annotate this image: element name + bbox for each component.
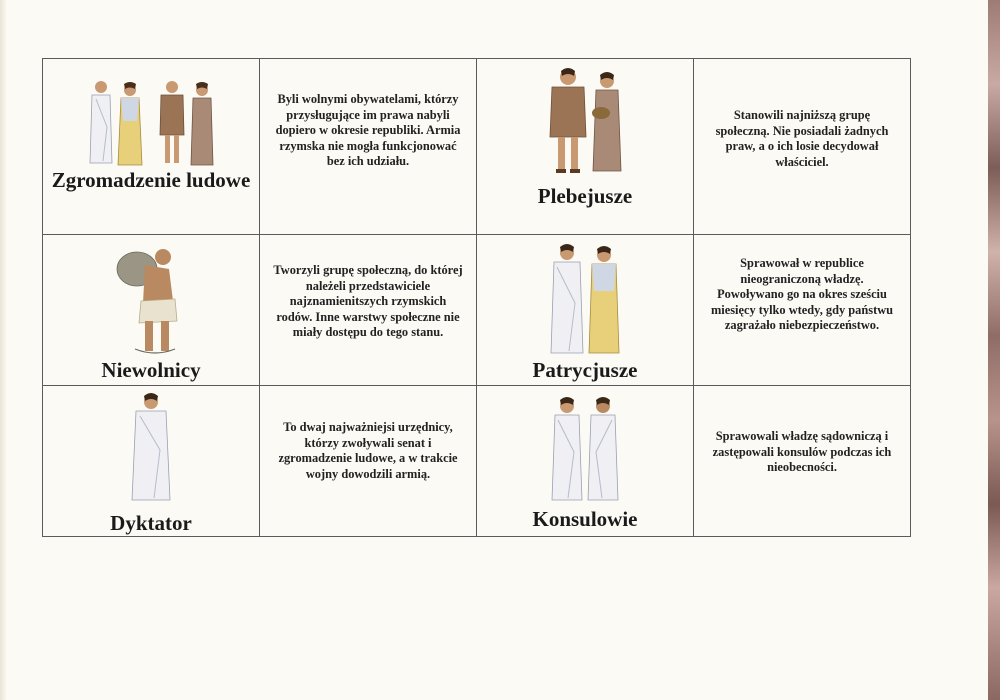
description-cell <box>260 235 477 386</box>
patricians-illustration <box>477 239 693 357</box>
term-label: Dyktator <box>110 511 192 535</box>
table-row <box>43 235 911 386</box>
description-text: Sprawowali władzę sądowniczą i zastępowali konsulów podczas ich nieobecności. <box>712 429 892 475</box>
description-text: Stanowili najniższą grupę społeczną. Nie posiadali żadnych praw, a o ich losie decydował właściciel. <box>715 108 889 169</box>
term-label: Zgromadzenie ludowe <box>51 168 251 192</box>
table-row <box>43 59 911 235</box>
description-cell <box>694 235 911 386</box>
description-text: To dwaj najważniejsi urzędnicy, którzy zwoływali senat i zgromadzenie ludowe, a w trakcie wojny dowodzili armią. <box>278 420 458 481</box>
description-text: Sprawował w republice nieograniczoną władzę. Powoływano go na okres sześciu miesięcy tylko wtedy, gdy państwu zagrażało niebezpieczeństwo. <box>710 256 894 333</box>
term-cell <box>43 59 260 235</box>
dictator-illustration <box>43 392 259 504</box>
term-cell <box>477 235 694 386</box>
slave-illustration <box>43 239 259 357</box>
term-cell <box>43 386 260 537</box>
page-right-edge <box>988 0 1000 700</box>
consuls-illustration <box>477 392 693 504</box>
table-row <box>43 386 911 537</box>
term-label: Konsulowie <box>532 507 638 531</box>
plebeians-illustration <box>477 63 693 175</box>
term-label: Plebejusze <box>537 184 633 208</box>
description-text: Byli wolnymi obywatelami, którzy przysługujące im prawa nabyli dopiero w okresie republiki. Armia rzymska nie mogła funkcjonować bez ich udziału. <box>275 92 461 169</box>
page-left-edge <box>0 0 6 700</box>
term-cell <box>477 386 694 537</box>
description-text: Tworzyli grupę społeczną, do której należeli przedstawiciele najznamienitszych rzymskich rodów. Inne warstwy społeczne nie miały dostępu do tego stanu. <box>273 263 463 340</box>
term-cell <box>477 59 694 235</box>
term-label: Niewolnicy <box>101 358 201 382</box>
description-cell <box>694 386 911 537</box>
description-cell <box>260 59 477 235</box>
description-cell <box>260 386 477 537</box>
citizens-assembly-illustration <box>43 77 259 167</box>
term-label: Patrycjusze <box>532 358 638 382</box>
roman-society-matching-table <box>42 58 911 537</box>
term-cell <box>43 235 260 386</box>
description-cell <box>694 59 911 235</box>
